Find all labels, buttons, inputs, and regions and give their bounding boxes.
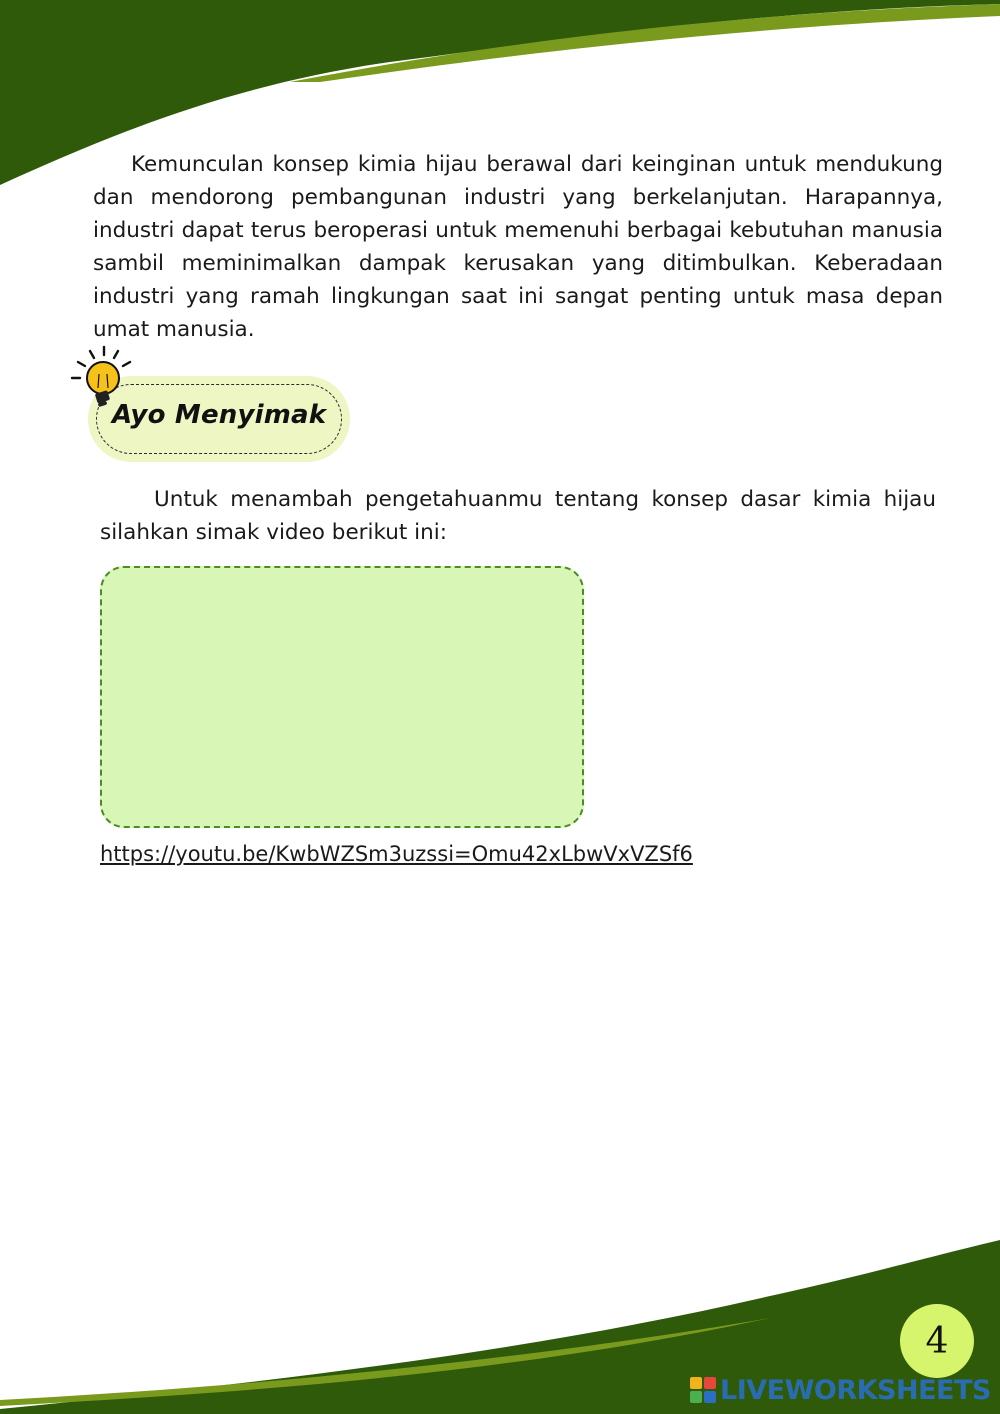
video-link[interactable]: https://youtu.be/KwbWZSm3uzssi=Omu42xLbwVxVZSf6 [100, 842, 693, 866]
liveworksheets-logo-icon [690, 1377, 716, 1403]
instruction-paragraph: Untuk menambah pengetahuanmu tentang konsep dasar kimia hijau silahkan simak video berikut ini: [100, 487, 936, 545]
page-number-badge [900, 1304, 974, 1378]
liveworksheets-watermark [690, 1374, 991, 1406]
intro-paragraph: Kemunculan konsep kimia hijau berawal dari keinginan untuk mendukung dan mendorong pembangunan industri yang berkelanjutan. Harapannya, industri dapat terus beroperasi untuk memenuhi berbagai kebutuhan manusia sambil meminimalkan dampak kerusakan yang ditimbulkan. Keberadaan industri yang ramah lingkungan saat ini sangat penting untuk masa depan umat manusia. [93, 152, 943, 342]
page-number: 4 [925, 1320, 949, 1362]
video-placeholder[interactable] [100, 566, 584, 828]
lightbulb-icon [68, 344, 134, 414]
section-title: Ayo Menyimak [112, 400, 327, 430]
watermark-text: LIVEWORKSHEETS [720, 1374, 991, 1406]
